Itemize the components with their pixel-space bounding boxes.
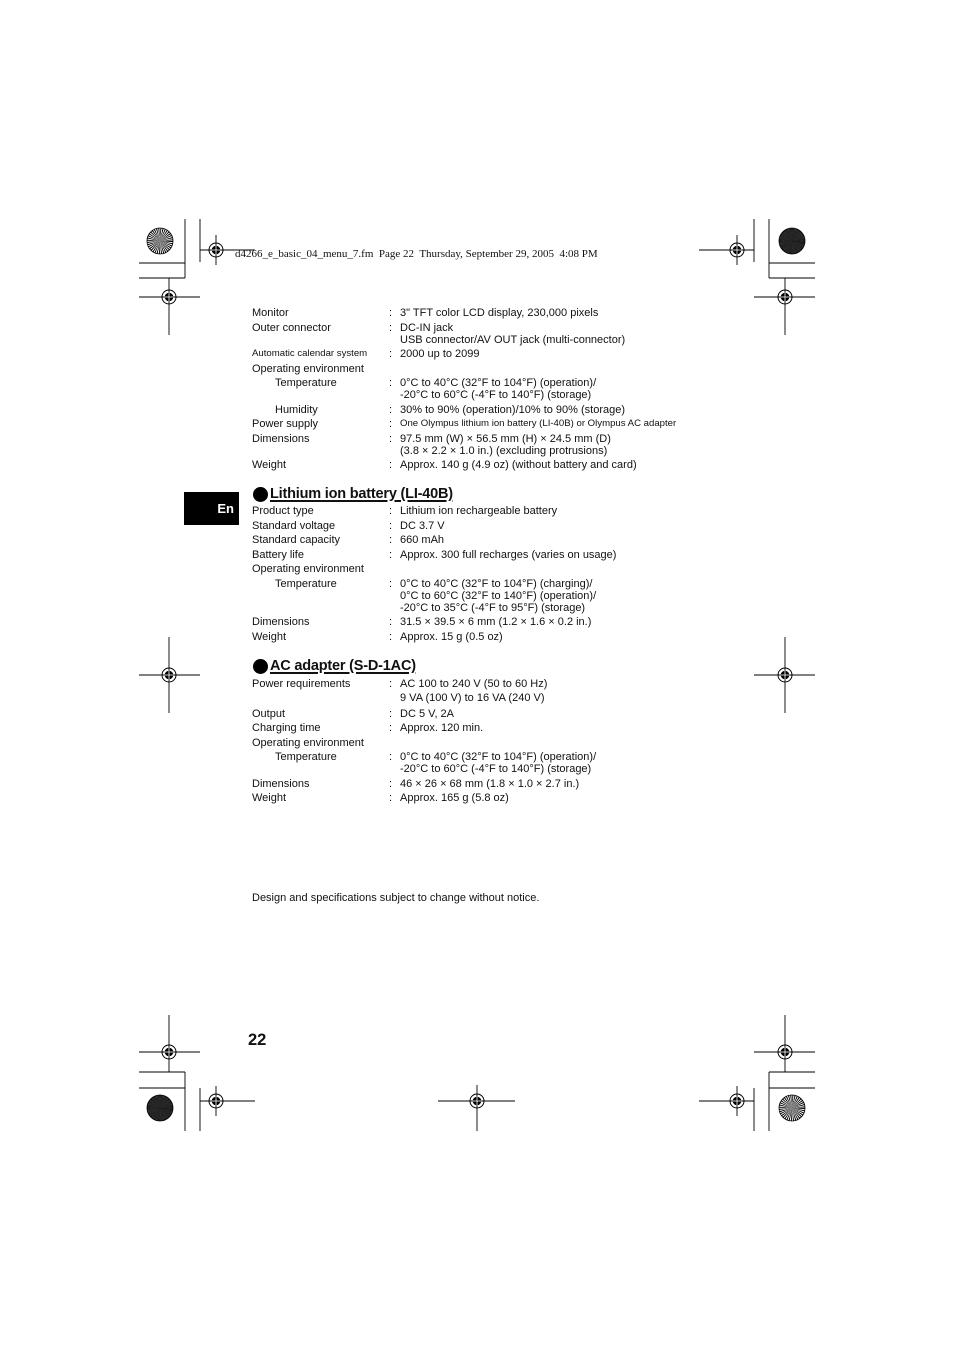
spec-separator: : [389,432,393,445]
spec-value [400,322,752,346]
spec-row-temperature [252,578,752,617]
registration-mark-icon [754,637,815,713]
registration-mark-icon [200,1086,255,1116]
registration-ring [778,1045,792,1059]
spec-label: Monitor [252,307,289,319]
spec-value [400,549,752,561]
spec-separator: : [389,616,393,628]
registration-mark-icon [139,637,200,713]
spec-value-line: 3" TFT color LCD display, 230,000 pixels [400,307,599,319]
spec-separator: : [389,519,393,532]
spec-value-line: -20°C to 35°C (-4°F to 95°F) (storage) [400,601,586,614]
rosette-background [779,228,805,254]
spec-separator: : [389,418,393,430]
spec-value-line: -20°C to 60°C (-4°F to 140°F) (storage) [400,389,592,401]
spec-row-operating-environment [252,363,752,378]
spec-label: Charging time [252,722,321,734]
spec-value [400,433,752,457]
spec-row-outer-connector [252,322,752,349]
spec-label: Operating environment [252,736,364,749]
spec-row-humidity [252,404,752,419]
spec-separator: : [389,505,393,517]
spec-separator: : [389,377,393,389]
spec-label: Dimensions [252,616,310,628]
spec-value [400,778,752,790]
rosette-icon [779,1095,805,1121]
registration-ring [778,290,792,304]
spec-value-line: Approx. 120 min. [400,722,484,734]
registration-disc [212,1097,221,1106]
registration-ring [209,1094,223,1108]
rosette-ring [147,1095,173,1121]
spec-row-product-type [252,505,752,520]
spec-value [400,377,752,401]
spec-value-line: 31.5 × 39.5 × 6 mm (1.2 × 1.6 × 0.2 in.) [400,616,592,628]
spec-value [400,722,752,734]
registration-mark-icon [438,1085,515,1131]
registration-disc [733,1097,742,1106]
section-title: AC adapter (S-D-1AC) [270,658,416,674]
spec-separator: : [389,548,393,561]
registration-mark-icon [139,278,200,335]
spec-value [400,578,752,614]
rosette-icon [779,228,805,254]
spec-separator: : [389,577,393,590]
spec-row-operating-environment [252,737,752,752]
registration-ring [162,668,176,682]
spec-label: Temperature [275,377,337,389]
spec-separator: : [389,678,393,690]
spec-value-line: 0°C to 40°C (32°F to 104°F) (charging)/ [400,577,593,590]
spec-separator: : [389,777,393,790]
registration-mark-icon [754,278,815,335]
spec-value [400,348,752,360]
rosette-spokes [786,1102,799,1115]
registration-ring [162,1045,176,1059]
spec-value [400,534,752,546]
spec-value [400,792,752,804]
battery-spec-table [252,505,752,645]
registration-mark-icon [139,1015,200,1072]
rosette-ring [779,1095,805,1121]
spec-value-line: DC 5 V, 2A [400,707,455,720]
rosette-background [147,1095,173,1121]
spec-value [400,307,752,319]
spec-value-line: 46 × 26 × 68 mm (1.8 × 1.0 × 2.7 in.) [400,777,580,790]
spec-row-weight [252,631,752,646]
spec-value-line: Lithium ion rechargeable battery [400,505,558,517]
spec-value-line: Approx. 140 g (4.9 oz) (without battery and card) [400,459,637,471]
spec-value-line: Approx. 15 g (0.5 oz) [400,630,503,643]
spec-value-line: 0°C to 60°C (32°F to 140°F) (operation)/ [400,589,597,602]
spec-value-line: USB connector/AV OUT jack (multi-connector) [400,333,626,346]
spec-separator: : [389,307,393,319]
spec-value-line: 660 mAh [400,534,445,546]
spec-label: Power requirements [252,678,351,690]
section-heading-battery [253,485,453,503]
spec-value-line: 97.5 mm (W) × 56.5 mm (H) × 24.5 mm (D) [400,432,611,445]
rosette-icon [147,1095,173,1121]
spec-row-weight [252,792,752,807]
spec-separator: : [389,459,393,471]
spec-row-battery-life [252,549,752,564]
spec-row-monitor [252,307,752,322]
spec-value-line: DC 3.7 V [400,519,445,532]
spec-label: Dimensions [252,432,310,445]
spec-row-dimensions [252,616,752,631]
spec-label: Weight [252,792,287,804]
spec-label: Standard capacity [252,534,341,546]
bullet-icon [253,659,268,674]
spec-separator: : [389,630,393,643]
spec-label: Temperature [275,751,337,763]
registration-mark-icon [699,1086,754,1116]
camera-spec-table [252,307,752,474]
spec-separator: : [389,348,393,360]
spec-separator: : [389,707,393,720]
spec-label: Operating environment [252,563,364,575]
registration-ring [778,668,792,682]
registration-mark-icon [754,1015,815,1072]
spec-label: Humidity [275,403,318,416]
spec-row-dimensions [252,778,752,793]
registration-disc [212,246,221,255]
spec-label: Product type [252,505,314,517]
spec-value [400,459,752,471]
spec-value-line: 2000 up to 2099 [400,348,480,360]
section-heading-ac-adapter [253,657,416,675]
spec-separator: : [389,534,393,546]
spec-row-weight [252,459,752,474]
registration-disc [165,293,174,302]
spec-label: Operating environment [252,362,364,375]
registration-ring [730,243,744,257]
spec-label: Dimensions [252,777,310,790]
spec-label: Power supply [252,418,319,430]
rosette-ring [779,228,805,254]
spec-row-output [252,708,752,723]
spec-value-line: One Olympus lithium ion battery (LI-40B) or Olympus AC adapter [400,418,677,429]
rosette-spokes [154,1102,167,1115]
language-tab [184,492,239,525]
spec-value [400,520,752,532]
registration-disc [165,671,174,680]
spec-row-power-requirements [252,677,752,708]
file-info-header: d4266_e_basic_04_menu_7.fm Page 22 Thursday, September 29, 2005 4:08 PM [235,248,598,260]
registration-ring [730,1094,744,1108]
spec-value [400,677,752,705]
spec-value-line: -20°C to 60°C (-4°F to 140°F) (storage) [400,763,592,775]
spec-value-line: 30% to 90% (operation)/10% to 90% (storage) [400,403,626,416]
spec-label: Output [252,707,286,720]
spec-value-line: 0°C to 40°C (32°F to 104°F) (operation)/ [400,751,597,763]
registration-disc [781,671,790,680]
spec-separator: : [389,403,393,416]
specification-notice: Design and specifications subject to change without notice. [252,892,540,904]
spec-value [400,751,752,775]
spec-value-line: 9 VA (100 V) to 16 VA (240 V) [400,692,545,704]
registration-disc [733,246,742,255]
spec-value [400,505,752,517]
spec-label: Outer connector [252,321,331,334]
registration-ring [209,243,223,257]
spec-row-temperature [252,751,752,778]
registration-ring [470,1094,484,1108]
rosette-background [779,1095,805,1121]
registration-disc [781,293,790,302]
spec-value [400,631,752,643]
registration-disc [473,1097,482,1106]
spec-value [400,418,752,430]
spec-value-line: (3.8 × 2.2 × 1.0 in.) (excluding protrusions) [400,444,608,457]
spec-row-standard-voltage [252,520,752,535]
rosette-icon [147,228,173,254]
language-tab-label: En [217,501,234,516]
ac-adapter-spec-table [252,677,752,807]
rosette-background [147,228,173,254]
registration-mark-icon [699,235,754,265]
spec-value [400,708,752,720]
rosette-spokes [154,235,167,248]
spec-label: Weight [252,459,287,471]
rosette-ring [147,228,173,254]
spec-row-standard-capacity [252,534,752,549]
spec-label: Standard voltage [252,519,336,532]
spec-separator: : [389,321,393,334]
spec-label: Weight [252,630,287,643]
spec-value-line: AC 100 to 240 V (50 to 60 Hz) [400,678,548,690]
spec-value [400,616,752,628]
spec-separator: : [389,792,393,804]
spec-separator: : [389,751,393,763]
spec-label: Battery life [252,548,304,561]
spec-label: Temperature [275,577,337,590]
spec-value [400,404,752,416]
bullet-icon [253,487,268,502]
spec-value-line: 0°C to 40°C (32°F to 104°F) (operation)/ [400,377,597,389]
registration-disc [781,1048,790,1057]
spec-value-line: Approx. 165 g (5.8 oz) [400,792,509,804]
spec-separator: : [389,722,393,734]
spec-row-charging-time [252,722,752,737]
spec-row-calendar [252,348,752,363]
page-number: 22 [248,1031,267,1049]
registration-ring [162,290,176,304]
spec-row-power-supply [252,418,752,433]
rosette-spokes [786,235,799,248]
spec-row-operating-environment [252,563,752,578]
spec-label: Automatic calendar system [252,348,368,359]
spec-value-line: DC-IN jack [400,321,454,334]
spec-row-temperature [252,377,752,404]
section-title: Lithium ion battery (LI-40B) [270,486,453,502]
registration-disc [165,1048,174,1057]
spec-value-line: Approx. 300 full recharges (varies on usage) [400,548,617,561]
spec-row-dimensions [252,433,752,460]
